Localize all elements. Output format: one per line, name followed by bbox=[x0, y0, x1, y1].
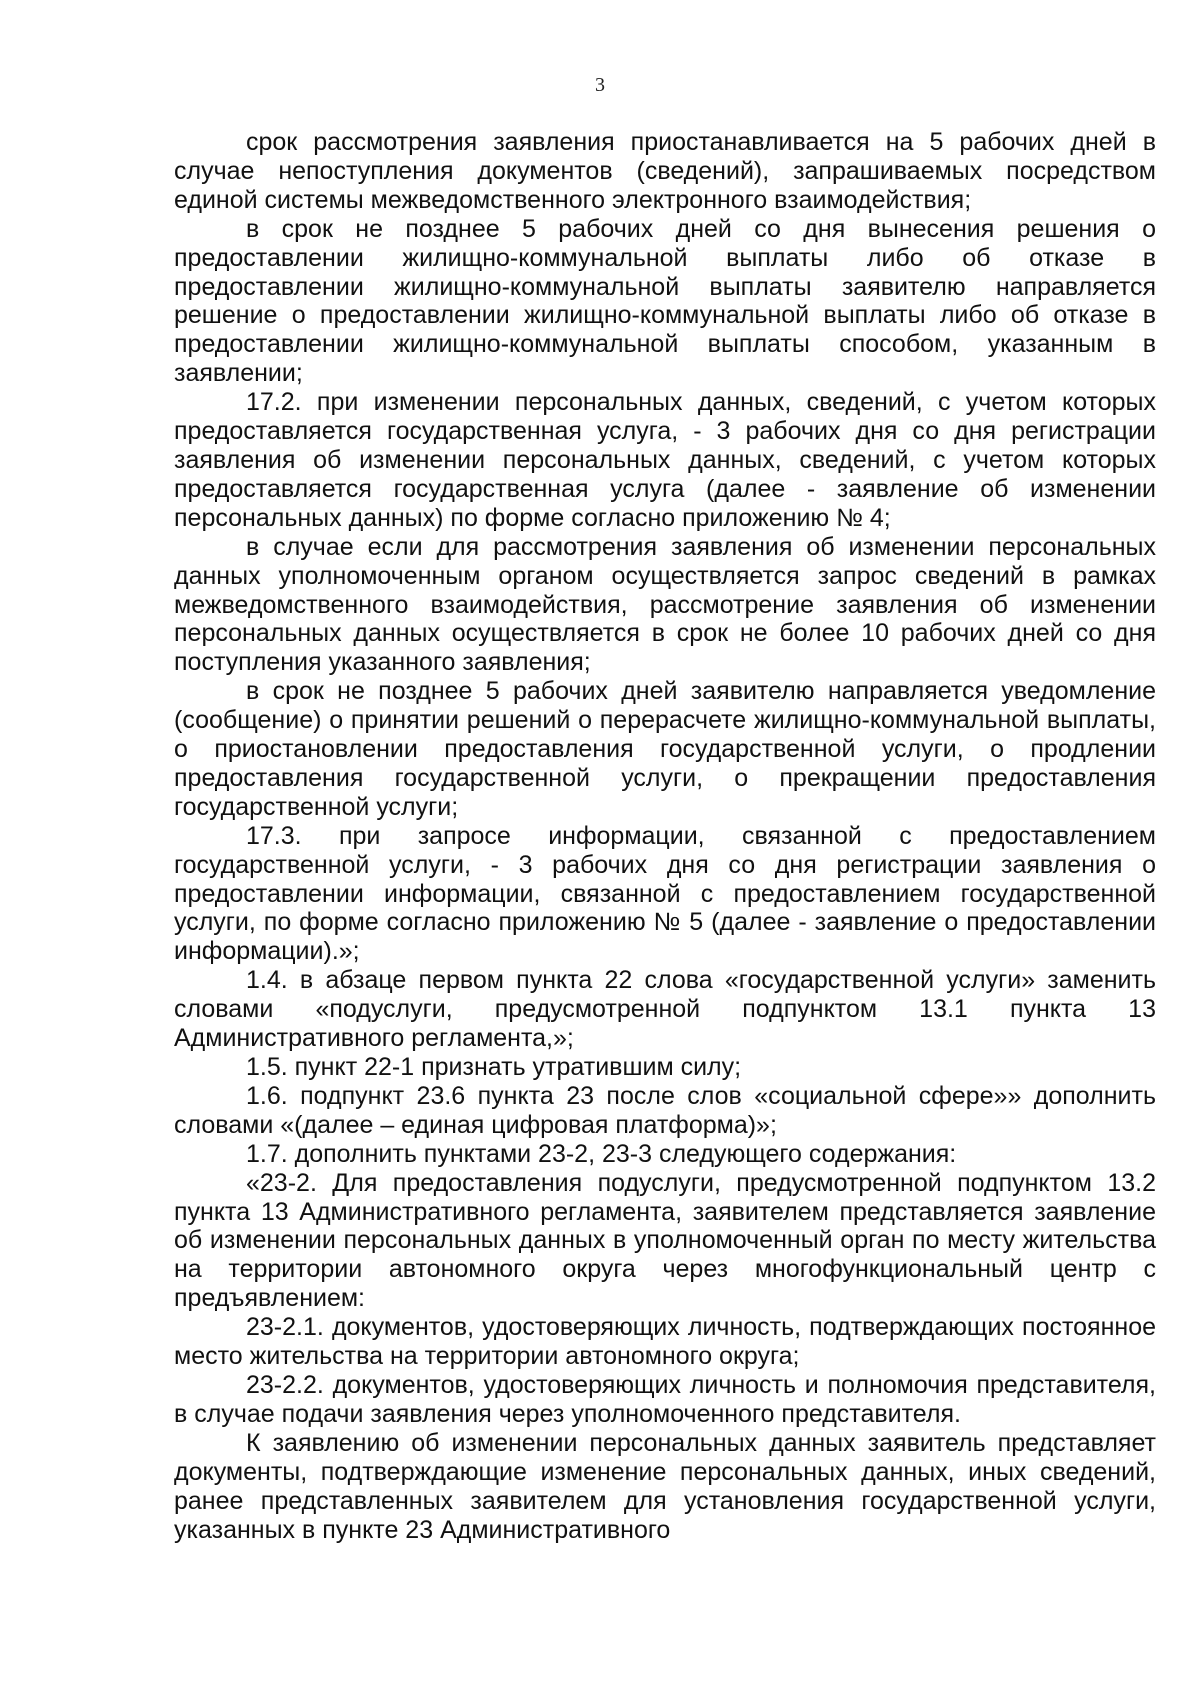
paragraph: 1.6. подпункт 23.6 пункта 23 после слов «социальной сфере»» дополнить словами «(далее – единая цифровая платформа)»; bbox=[174, 1081, 1156, 1139]
paragraph: в случае если для рассмотрения заявления об изменении персональных данных уполномоченным органом осуществляется запрос сведений в рамках межведомственного взаимодействия, рассмотрение заявления об изменении персональных данных осуществляется в срок не более 10 рабочих дней со дня поступления указанного заявления; bbox=[174, 532, 1156, 677]
paragraph: 23-2.1. документов, удостоверяющих личность, подтверждающих постоянное место жительства на территории автономного округа; bbox=[174, 1313, 1156, 1371]
page-number: 3 bbox=[595, 74, 605, 96]
paragraph: 1.4. в абзаце первом пункта 22 слова «государственной услуги» заменить словами «подуслуги, предусмотренной подпунктом 13.1 пункта 13 Административного регламента,»; bbox=[174, 966, 1156, 1053]
paragraph: 1.5. пункт 22-1 признать утратившим силу; bbox=[246, 1053, 742, 1081]
paragraph: К заявлению об изменении персональных данных заявитель представляет документы, подтверждающие изменение персональных данных, иных сведений, ранее представленных заявителем для установления государственной услуги, указанных в пункте 23 Административного bbox=[174, 1428, 1156, 1544]
paragraph: 17.2. при изменении персональных данных, сведений, с учетом которых предоставляется государственная услуга, - 3 рабочих дня со дня регистрации заявления об изменении персональных данных, сведений, с учетом которых предоставляется государственная услуга (далее - заявление об изменении персональных данных) по форме согласно приложению № 4; bbox=[174, 388, 1156, 532]
paragraph: 23-2.2. документов, удостоверяющих личность и полномочия представителя, в случае подачи заявления через уполномоченного представителя. bbox=[174, 1370, 1156, 1428]
paragraph: 17.3. при запросе информации, связанной с предоставлением государственной услуги, - 3 рабочих дня со дня регистрации заявления о предоставлении информации, связанной с предоставлением государственной услуги, по форме согласно приложению № 5 (далее - заявление о предоставлении информации).»; bbox=[174, 821, 1156, 966]
paragraph: в срок не позднее 5 рабочих дней заявителю направляется уведомление (сообщение) о принятии решений о перерасчете жилищно-коммунальной выплаты, о приостановлении предоставления государственной услуги, о продлении предоставления государственной услуги, о прекращении предоставления государственной услуги; bbox=[174, 677, 1156, 821]
paragraph: в срок не позднее 5 рабочих дней со дня вынесения решения о предоставлении жилищно-коммунальной выплаты либо об отказе в предоставлении жилищно-коммунальной выплаты заявителю направляется решение о предоставлении жилищно-коммунальной выплаты либо об отказе в предоставлении жилищно-коммунальной выплаты способом, указанным в заявлении; bbox=[174, 214, 1156, 388]
paragraph: «23-2. Для предоставления подуслуги, предусмотренной подпунктом 13.2 пункта 13 Административного регламента, заявителем представляется заявление об изменении персональных данных в уполномоченный орган по месту жительства на территории автономного округа через многофункциональный центр с предъявлением: bbox=[174, 1168, 1156, 1313]
paragraph: срок рассмотрения заявления приостанавливается на 5 рабочих дней в случае непоступления документов (сведений), запрашиваемых посредством единой системы межведомственного электронного взаимодействия; bbox=[174, 128, 1156, 214]
document-body bbox=[174, 128, 1156, 1544]
paragraph: 1.7. дополнить пунктами 23-2, 23-3 следующего содержания: bbox=[246, 1139, 957, 1168]
